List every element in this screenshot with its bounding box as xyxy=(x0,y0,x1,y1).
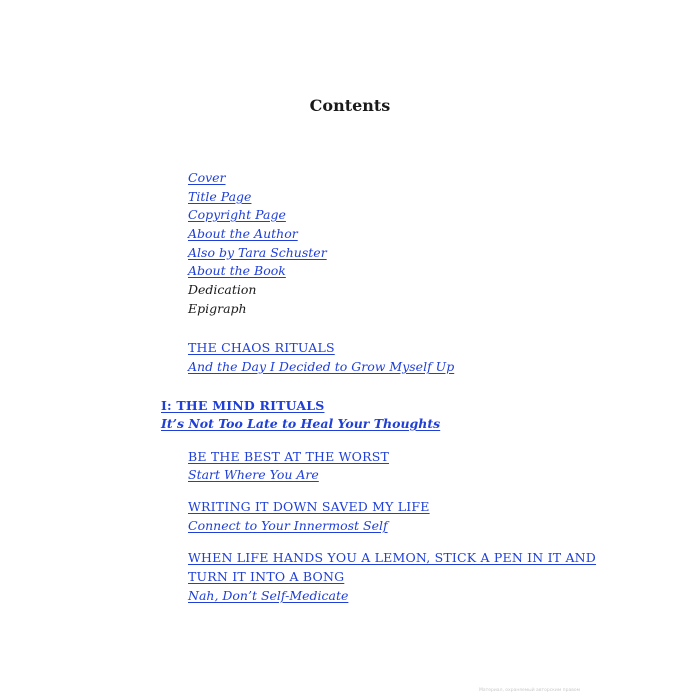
toc-link-chapter-best-at-worst[interactable]: BE THE BEST AT THE WORST xyxy=(188,449,390,464)
toc-link-part-one-subtitle[interactable]: It’s Not Too Late to Heal Your Thoughts xyxy=(161,416,441,431)
page-title: Contents xyxy=(309,96,391,115)
toc-link-also-by[interactable]: Also by Tara Schuster xyxy=(188,245,327,260)
toc-item-dedication: Dedication xyxy=(188,282,257,297)
toc-link-cover[interactable]: Cover xyxy=(188,170,226,185)
copyright-watermark: Материал, охраняемый авторским правом xyxy=(479,688,580,693)
toc-link-chapter-lemon-subtitle[interactable]: Nah, Don’t Self-Medicate xyxy=(188,588,349,603)
toc-link-chapter-lemon-line2[interactable]: TURN IT INTO A BONG xyxy=(188,569,345,584)
toc-link-chapter-best-at-worst-subtitle[interactable]: Start Where You Are xyxy=(188,467,319,482)
toc-link-title-page[interactable]: Title Page xyxy=(188,189,252,204)
toc-link-chapter-writing-it-down-subtitle[interactable]: Connect to Your Innermost Self xyxy=(188,518,388,533)
toc-link-chapter-lemon-line1[interactable]: WHEN LIFE HANDS YOU A LEMON, STICK A PEN IN IT AND xyxy=(188,550,597,565)
toc-link-chaos-rituals[interactable]: THE CHAOS RITUALS xyxy=(188,340,335,355)
toc-link-chapter-writing-it-down[interactable]: WRITING IT DOWN SAVED MY LIFE xyxy=(188,499,430,514)
toc-link-copyright-page[interactable]: Copyright Page xyxy=(188,207,286,222)
toc-link-chaos-rituals-subtitle[interactable]: And the Day I Decided to Grow Myself Up xyxy=(188,359,455,374)
toc-item-epigraph: Epigraph xyxy=(188,301,247,316)
toc-link-about-the-book[interactable]: About the Book xyxy=(188,263,286,278)
toc-link-about-the-author[interactable]: About the Author xyxy=(188,226,298,241)
toc-link-part-one[interactable]: I: THE MIND RITUALS xyxy=(161,398,325,413)
